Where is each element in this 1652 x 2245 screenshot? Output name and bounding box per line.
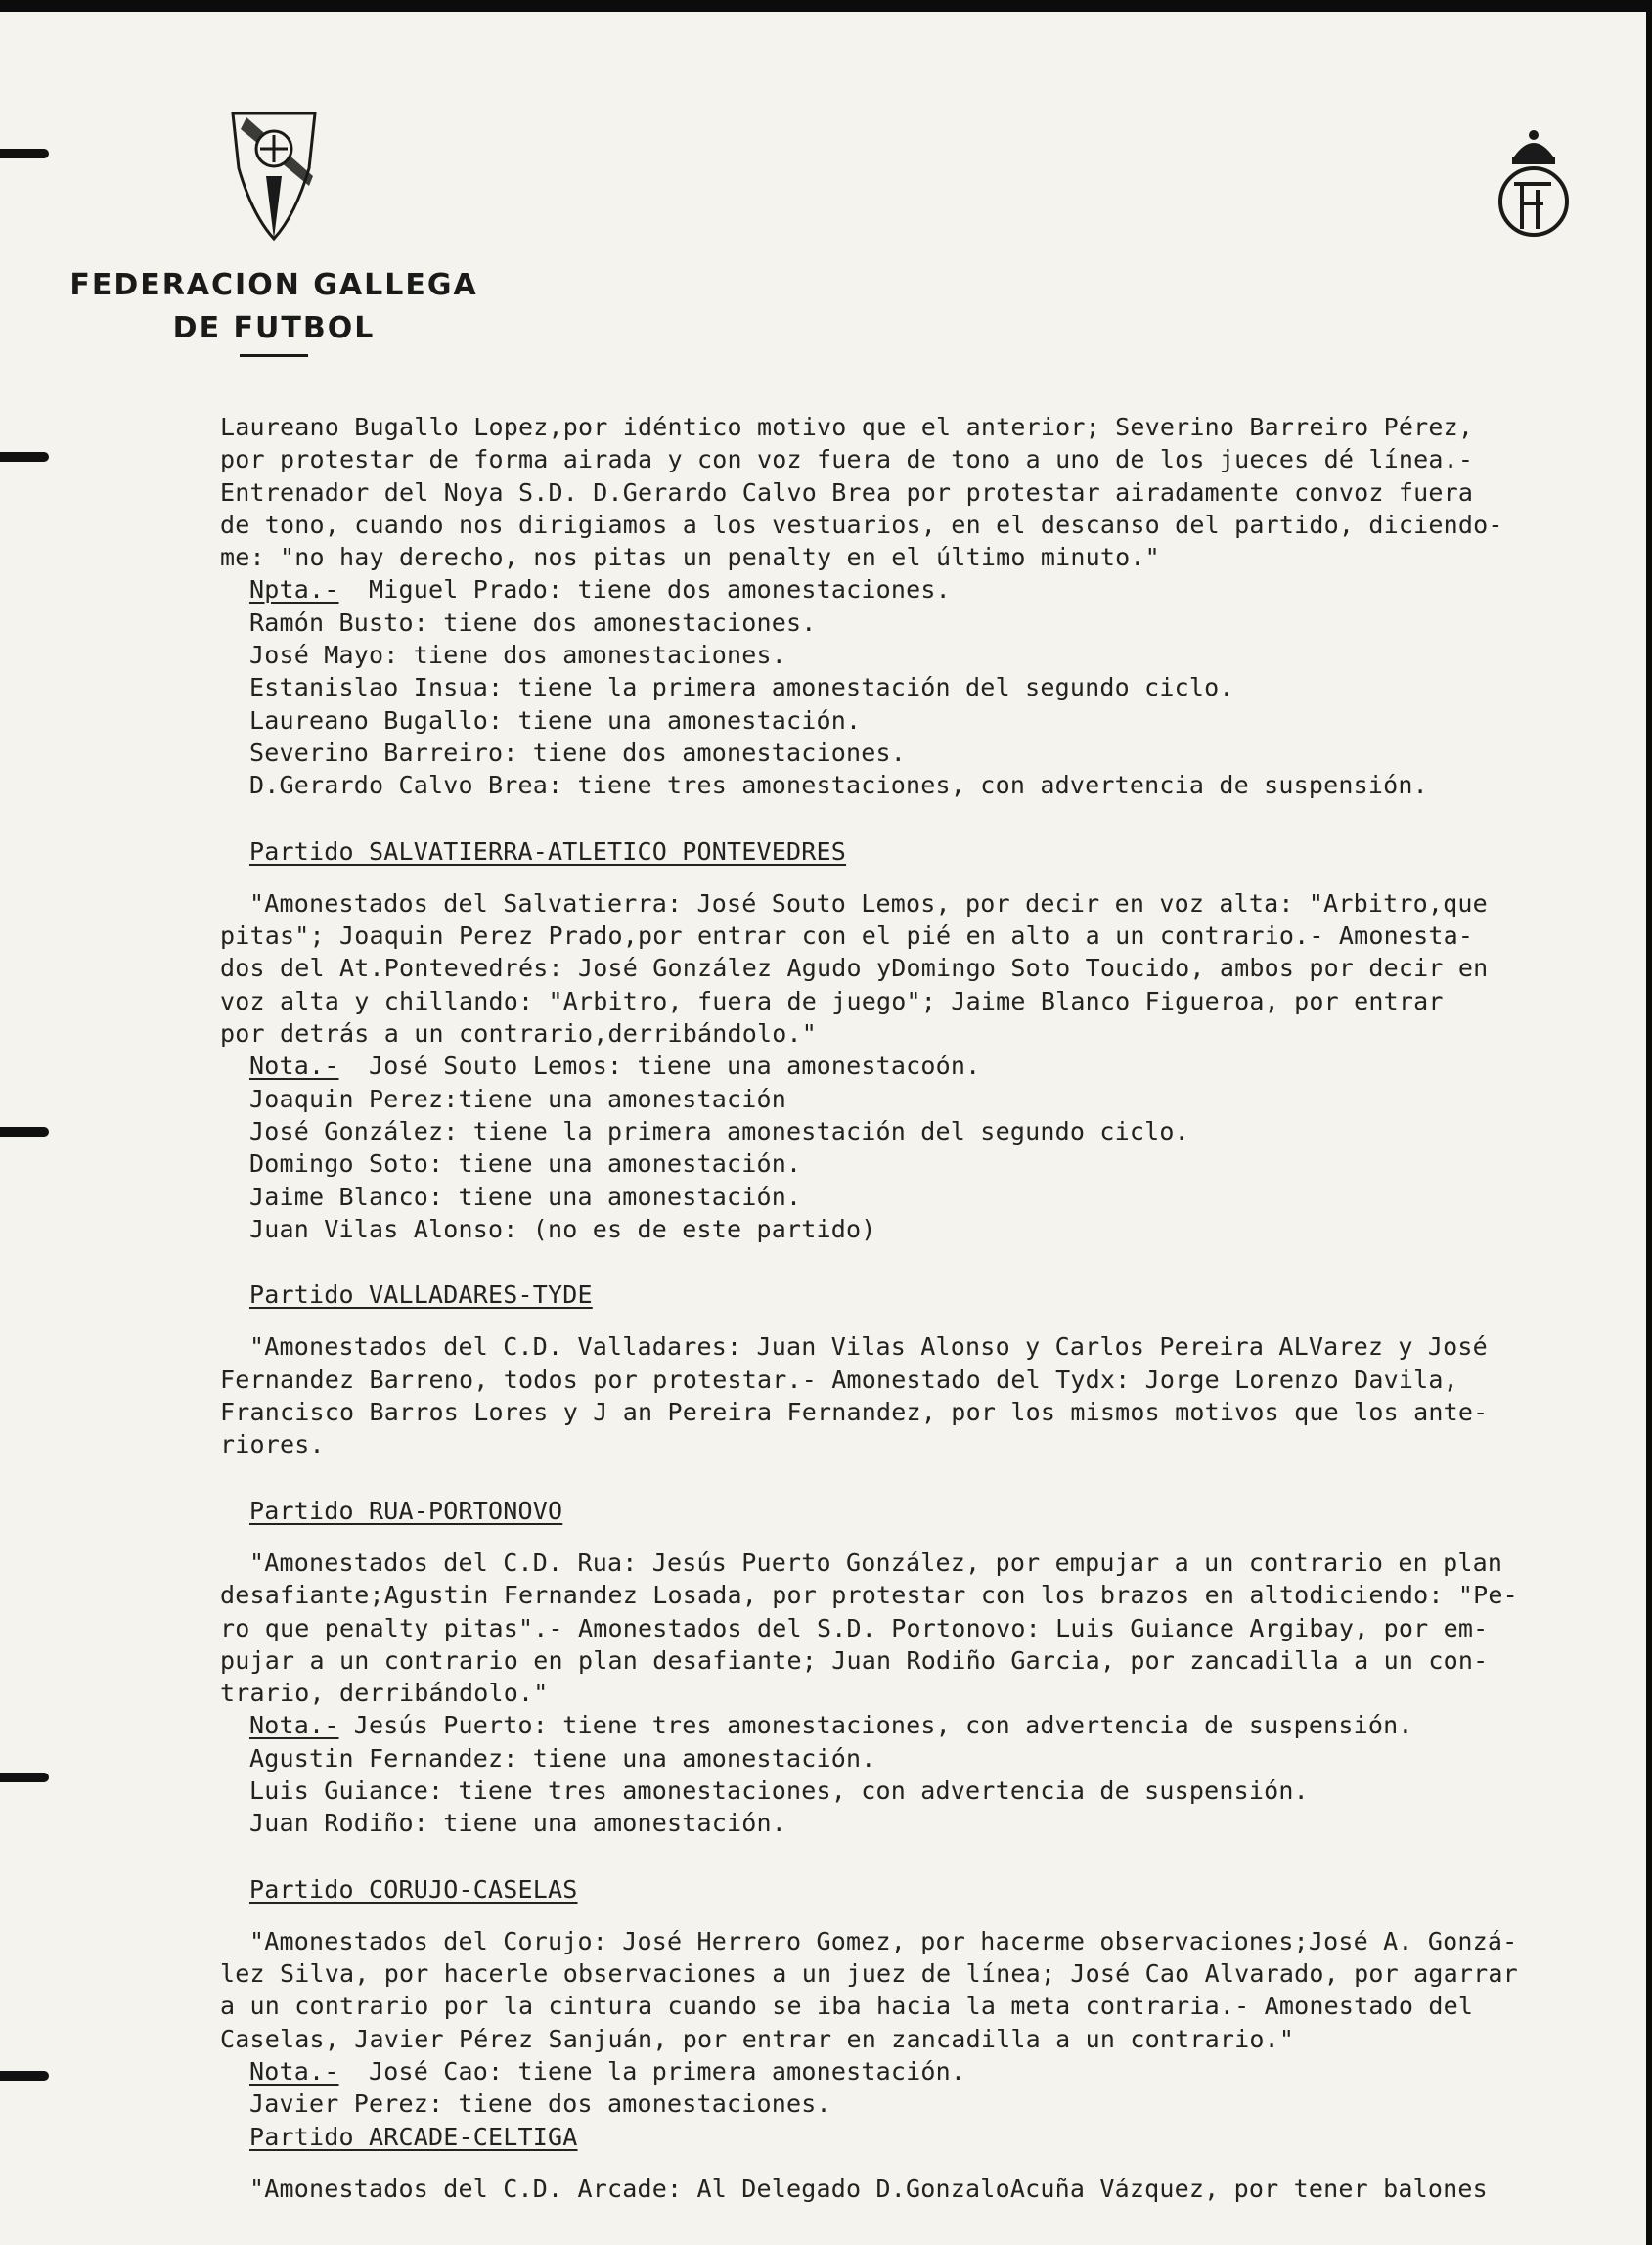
binder-hole xyxy=(0,2071,49,2081)
report-line: lez Silva, por hacerle observaciones a un juez de línea; José Cao Alvarado, por agarrar xyxy=(220,1959,1518,1989)
nota-line: D.Gerardo Calvo Brea: tiene tres amonestaciones, con advertencia de suspensión. xyxy=(249,771,1428,800)
nota-text: José Souto Lemos: tiene una amonestacoón. xyxy=(369,1052,981,1081)
report-line: ro que penalty pitas".- Amonestados del S.D. Portonovo: Luis Guiance Argibay, por em- xyxy=(220,1613,1489,1642)
match-title: Partido ARCADE-CELTIGA xyxy=(249,2122,578,2151)
federation-shield-logo xyxy=(227,108,321,245)
nota-line: Severino Barreiro: tiene dos amonestaciones. xyxy=(249,738,907,767)
report-line: trario, derribándolo." xyxy=(220,1679,549,1708)
report-line: "Amonestados del Corujo: José Herrero Gomez, por hacerme observaciones;José A. Gonzá- xyxy=(249,1926,1518,1955)
crowned-federation-emblem xyxy=(1493,127,1575,241)
nota-label: Nota.- xyxy=(249,1052,339,1081)
nota-line: Laureano Bugallo: tiene una amonestación. xyxy=(249,705,862,735)
nota-line: José Mayo: tiene dos amonestaciones. xyxy=(249,641,787,670)
report-line: a un contrario por la cintura cuando se iba hacia la meta contraria.- Amonestado del xyxy=(220,1992,1474,2021)
document-body xyxy=(220,411,1609,2205)
intro-line: por protestar de forma airada y con voz fuera de tono a uno de los jueces dé línea.- xyxy=(220,445,1474,474)
report-line: dos del At.Pontevedrés: José González Agudo yDomingo Soto Toucido, ambos por decir en xyxy=(220,954,1489,983)
intro-line: Entrenador del Noya S.D. D.Gerardo Calvo Brea por protestar airadamente convoz fuera xyxy=(220,477,1474,507)
nota-line: Agustin Fernandez: tiene una amonestación. xyxy=(249,1743,876,1773)
match-title: Partido CORUJO-CASELAS xyxy=(249,1874,578,1904)
report-line: riores. xyxy=(220,1430,325,1459)
match-title: Partido SALVATIERRA-ATLETICO PONTEVEDRES xyxy=(249,836,847,866)
match-heading xyxy=(220,1495,1609,1527)
binder-hole xyxy=(0,1127,49,1137)
report-line: "Amonestados del Salvatierra: José Souto Lemos, por decir en voz alta: "Arbitro,que xyxy=(249,888,1488,918)
report-line: "Amonestados del C.D. Rua: Jesús Puerto González, por empujar a un contrario en plan xyxy=(249,1548,1503,1577)
org-line-2: DE FUTBOL xyxy=(172,311,376,345)
nota-line: Javier Perez: tiene dos amonestaciones. xyxy=(249,2089,831,2119)
document-page xyxy=(0,12,1646,2245)
nota-line xyxy=(220,1050,1609,1082)
report-line: desafiante;Agustin Fernandez Losada, por protestar con los brazos en altodiciendo: "Pe- xyxy=(220,1581,1518,1610)
nota-label: Npta.- xyxy=(249,575,339,605)
match-heading xyxy=(220,1873,1609,1906)
nota-line: Ramón Busto: tiene dos amonestaciones. xyxy=(249,607,817,637)
nota-line: Joaquin Perez:tiene una amonestación xyxy=(249,1084,787,1113)
binder-hole xyxy=(0,149,49,158)
report-line: pujar a un contrario en plan desafiante; Juan Rodiño Garcia, por zancadilla a un con- xyxy=(220,1645,1489,1675)
nota-text: José Cao: tiene la primera amonestación. xyxy=(369,2057,966,2087)
report-line: Francisco Barros Lores y J an Pereira Fernandez, por los mismos motivos que los ante- xyxy=(220,1398,1489,1427)
binder-hole xyxy=(0,452,49,462)
match-title: Partido VALLADARES-TYDE xyxy=(249,1280,593,1310)
report-line: "Amonestados del C.D. Arcade: Al Delegado D.GonzaloAcuña Vázquez, por tener balones xyxy=(249,2174,1488,2203)
intro-line: me: "no hay derecho, nos pitas un penalty en el último minuto." xyxy=(220,543,1160,572)
intro-line: Laureano Bugallo Lopez,por idéntico motivo que el anterior; Severino Barreiro Pérez, xyxy=(220,413,1474,441)
report-line: pitas"; Joaquin Perez Prado,por entrar con el pié en alto a un contrario.- Amonesta- xyxy=(220,921,1474,951)
nota-label: Nota.- xyxy=(249,1711,339,1740)
nota-line: Juan Rodiño: tiene una amonestación. xyxy=(249,1809,787,1838)
nota-line xyxy=(220,573,1609,606)
nota-text: Miguel Prado: tiene dos amonestaciones. xyxy=(369,575,951,605)
nota-text: Jesús Puerto: tiene tres amonestaciones, con advertencia de suspensión. xyxy=(353,1711,1413,1740)
nota-line xyxy=(220,1709,1609,1741)
intro-line: de tono, cuando nos dirigiamos a los vestuarios, en el descanso del partido, diciendo- xyxy=(220,510,1503,539)
binder-hole xyxy=(0,1773,49,1782)
report-line: "Amonestados del C.D. Valladares: Juan Vilas Alonso y Carlos Pereira ALVarez y José xyxy=(249,1332,1488,1362)
report-line: voz alta y chillando: "Arbitro, fuera de juego"; Jaime Blanco Figueroa, por entrar xyxy=(220,986,1444,1015)
report-line: Caselas, Javier Pérez Sanjuán, por entrar en zancadilla a un contrario." xyxy=(220,2024,1295,2053)
federation-name xyxy=(68,264,479,350)
match-heading xyxy=(220,2121,1609,2153)
match-heading xyxy=(220,1279,1609,1311)
nota-line: Jaime Blanco: tiene una amonestación. xyxy=(249,1182,802,1211)
match-title: Partido RUA-PORTONOVO xyxy=(249,1496,563,1525)
nota-line: Estanislao Insua: tiene la primera amonestación del segundo ciclo. xyxy=(249,673,1234,702)
nota-line: Domingo Soto: tiene una amonestación. xyxy=(249,1149,802,1179)
nota-line: Juan Vilas Alonso: (no es de este partido) xyxy=(249,1214,876,1243)
nota-line: José González: tiene la primera amonestación del segundo ciclo. xyxy=(249,1116,1189,1145)
match-heading xyxy=(220,835,1609,868)
header-rule xyxy=(240,354,308,357)
org-line-1: FEDERACION GALLEGA xyxy=(69,268,478,302)
report-line: por detrás a un contrario,derribándolo." xyxy=(220,1019,818,1049)
nota-line: Luis Guiance: tiene tres amonestaciones, con advertencia de suspensión. xyxy=(249,1775,1309,1805)
nota-line xyxy=(220,2055,1609,2088)
report-line: Fernandez Barreno, todos por protestar.- Amonestado del Tydx: Jorge Lorenzo Davila, xyxy=(220,1365,1458,1394)
nota-label: Nota.- xyxy=(249,2057,339,2087)
